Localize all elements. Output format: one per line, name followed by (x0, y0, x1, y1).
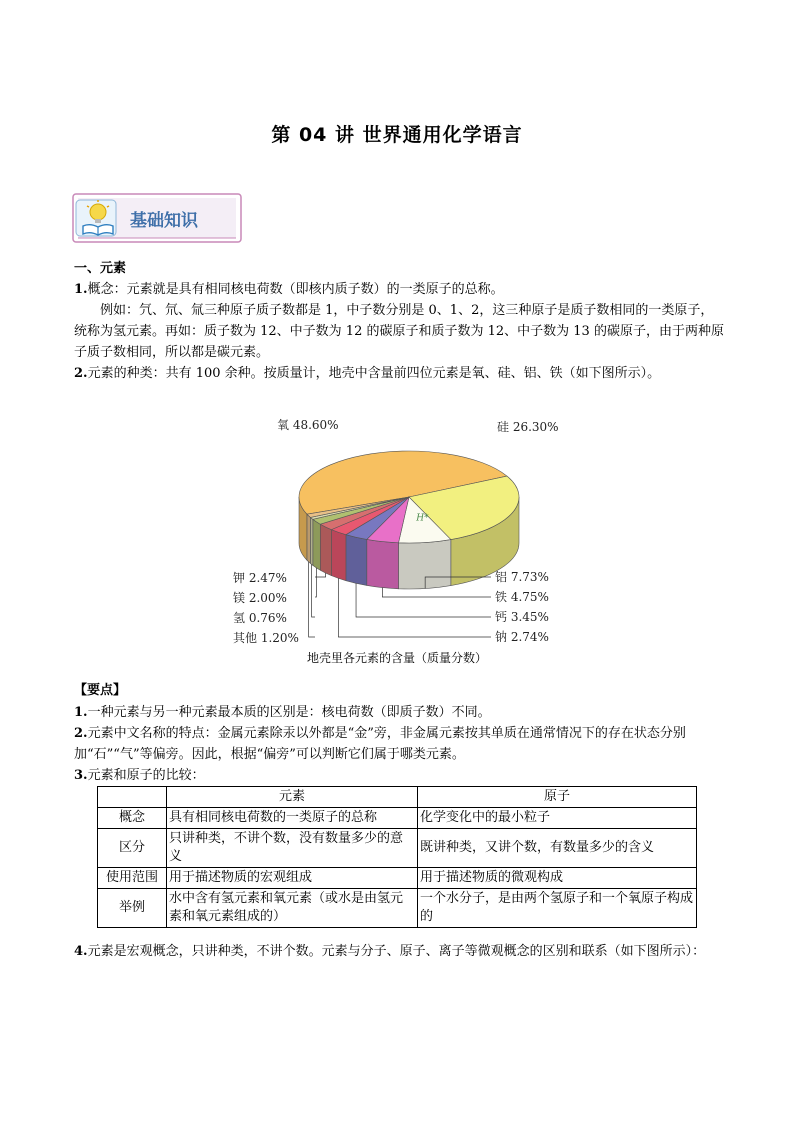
lightbulb-book-icon (78, 198, 118, 238)
pie-side-钙 (346, 535, 367, 586)
concept-paragraph (74, 279, 726, 300)
keypoint-1 (74, 702, 726, 723)
table-row (98, 889, 697, 928)
keypoint-3 (74, 765, 726, 786)
label-sodium: 钠 2.74% (495, 630, 549, 644)
table-cell-element: 具有相同核电荷数的一类原子的总称 (167, 808, 418, 829)
keypoint-2 (74, 723, 726, 765)
table-row-label: 使用范围 (98, 868, 167, 889)
table-header-cell: 原子 (418, 787, 697, 808)
table-row (98, 829, 697, 868)
table-cell-element: 水中含有氢元素和氧元素（或水是由氢元素和氧元素组成的） (167, 889, 418, 928)
concept-text: 概念：元素就是具有相同核电荷数（即核内质子数）的一类原子的总称。 (87, 282, 504, 297)
label-other: 其他 1.20% (233, 631, 299, 645)
table-cell-atom: 既讲种类，又讲个数，有数量多少的含义 (418, 829, 697, 868)
keypoint-3-text: 元素和原子的比较： (87, 768, 205, 783)
keypoint-2-number: 2. (74, 726, 88, 741)
table-header-cell: 元素 (167, 787, 418, 808)
keypoint-1-text: 一种元素与另一种元素最本质的区别是：核电荷数（即质子数）不同。 (87, 705, 491, 720)
label-iron: 铁 4.75% (495, 590, 549, 604)
pie-side-镁 (313, 519, 320, 570)
section-heading (74, 258, 726, 279)
label-potassium: 钾 2.47% (233, 571, 287, 585)
keypoints-heading-text: 【要点】 (74, 683, 127, 698)
pie-side-铁 (367, 539, 399, 588)
table-header-cell (98, 787, 167, 808)
section-badge (72, 190, 244, 246)
keypoint-4 (74, 941, 726, 962)
badge-label: 基础知识 (130, 211, 198, 231)
table-row-label: 举例 (98, 889, 167, 928)
label-oxygen: 氧 48.60% (277, 418, 339, 432)
table-row-label: 概念 (98, 808, 167, 829)
table-row-label: 区分 (98, 829, 167, 868)
label-magnesium: 镁 2.00% (233, 591, 287, 605)
label-calcium: 钙 3.45% (495, 610, 549, 624)
pie-side-钠 (331, 530, 346, 581)
label-aluminum: 铝 7.73% (495, 570, 549, 584)
keypoint-4-number: 4. (74, 944, 88, 959)
page-title: 第 04 讲 世界通用化学语言 (271, 124, 523, 146)
example-paragraph: 例如：氕、氘、氚三种原子质子数都是 1，中子数分别是 0、1、2，这三种原子是质子数相同的一类原子，统称为氢元素。再如：质子数为 12、中子数为 12 的碳原子和质子数为 12、中子数为 13 的碳原子，由于两种原子质子数相同，所以都是碳元素。 (74, 303, 724, 360)
table-cell-atom: 化学变化中的最小粒子 (418, 808, 697, 829)
pie-side-其他 (307, 514, 310, 563)
keypoint-2-text: 元素中文名称的特点：金属元素除汞以外都是“金”旁，非金属元素按其单质在通常情况下的存在状态分别加“石”“气”等偏旁。因此，根据“偏旁”可以判断它们属于哪类元素。 (74, 726, 686, 762)
element-types-number: 2. (74, 366, 88, 381)
table-row (98, 808, 697, 829)
keypoint-4-text: 元素是宏观概念，只讲种类，不讲个数。元素与分子、原子、离子等微观概念的区别和联系（如下图所示）： (87, 944, 706, 959)
table-cell-atom: 一个水分子，是由两个氢原子和一个氧原子构成的 (418, 889, 697, 928)
keypoints-heading (74, 680, 726, 701)
pie-inner-mark: H* (416, 513, 429, 524)
crust-composition-pie-chart (227, 402, 587, 652)
table-cell-atom: 用于描述物质的微观构成 (418, 868, 697, 889)
table-row (98, 868, 697, 889)
leader-line-镁 (315, 568, 316, 597)
section-heading-text: 一、元素 (74, 261, 127, 276)
table-header-row (98, 787, 697, 808)
label-hydrogen: 氢 0.76% (233, 611, 287, 625)
chart-caption: 地壳里各元素的含量（质量分数） (306, 651, 487, 665)
pie-side-钾 (320, 524, 331, 575)
table-cell-element: 用于描述物质的宏观组成 (167, 868, 418, 889)
pie-side-铝 (399, 540, 451, 589)
element-types-paragraph (74, 363, 726, 384)
concept-number: 1. (74, 282, 88, 297)
pie-top-group (299, 451, 519, 543)
element-atom-comparison-table (97, 786, 697, 928)
element-types-text: 元素的种类：共有 100 余种。按质量计，地壳中含量前四位元素是氧、硅、铝、铁（如下图所示）。 (87, 366, 661, 381)
pie-side-氢 (310, 517, 312, 565)
keypoint-3-number: 3. (74, 768, 88, 783)
label-silicon: 硅 26.30% (497, 420, 559, 434)
keypoint-1-number: 1. (74, 705, 88, 720)
leader-line-氢 (312, 564, 315, 617)
table-cell-element: 只讲种类，不讲个数，没有数量多少的意义 (167, 829, 418, 868)
